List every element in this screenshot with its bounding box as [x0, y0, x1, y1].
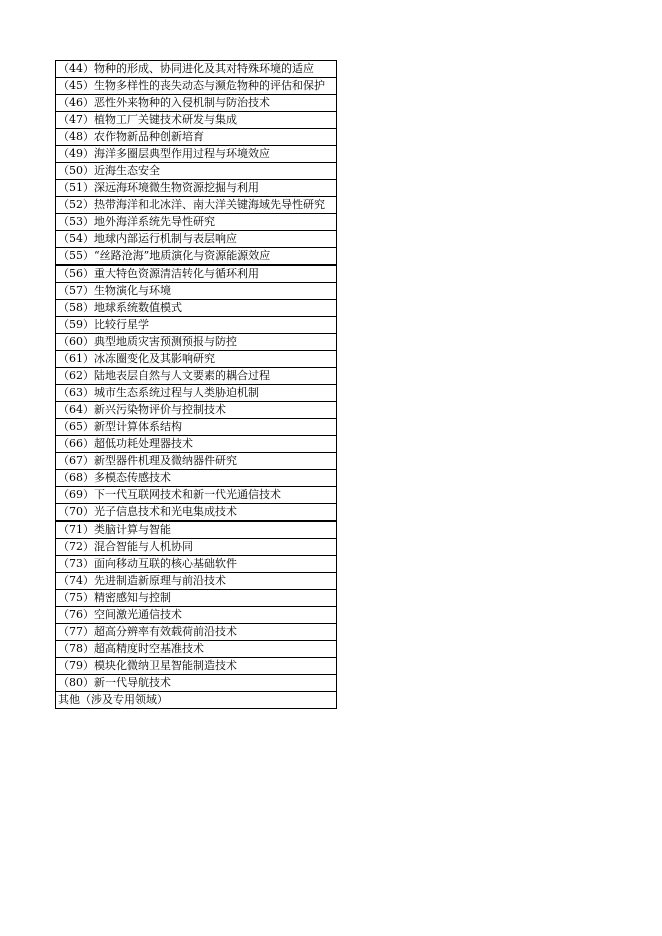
table-row: （75）精密感知与控制	[56, 590, 336, 607]
table-row: （80）新一代导航技术	[56, 675, 336, 692]
table-row: （47）植物工厂关键技术研发与集成	[56, 112, 336, 129]
table-row: （50）近海生态安全	[56, 163, 336, 180]
domain-list-table	[55, 60, 337, 709]
table-row: （52）热带海洋和北冰洋、南大洋关键海域先导性研究	[56, 197, 336, 214]
table-row: （63）城市生态系统过程与人类胁迫机制	[56, 385, 336, 402]
table-row: （48）农作物新品种创新培育	[56, 129, 336, 146]
table-row: （67）新型器件机理及微纳器件研究	[56, 453, 336, 470]
table-row: （77）超高分辨率有效载荷前沿技术	[56, 624, 336, 641]
table-row: （70）光子信息技术和光电集成技术	[56, 504, 336, 522]
table-row: （58）地球系统数值模式	[56, 300, 336, 317]
table-row: （45）生物多样性的丧失动态与濒危物种的评估和保护	[56, 78, 336, 95]
table-row: （76）空间激光通信技术	[56, 607, 336, 624]
table-row: （74）先进制造新原理与前沿技术	[56, 573, 336, 590]
table-row: （79）模块化微纳卫星智能制造技术	[56, 658, 336, 675]
table-row: （60）典型地质灾害预测预报与防控	[56, 334, 336, 351]
table-row: （51）深远海环境微生物资源挖掘与利用	[56, 180, 336, 197]
table-row: （56）重大特色资源清洁转化与循环利用	[56, 266, 336, 283]
table-row: （44）物种的形成、协同进化及其对特殊环境的适应	[56, 61, 336, 78]
table-row: （64）新兴污染物评价与控制技术	[56, 402, 336, 419]
table-row: （53）地外海洋系统先导性研究	[56, 214, 336, 231]
table-row: （46）恶性外来物种的入侵机制与防治技术	[56, 95, 336, 112]
table-row: （55）“丝路沧海”地质演化与资源能源效应	[56, 248, 336, 266]
table-row: （57）生物演化与环境	[56, 283, 336, 300]
table-row: （54）地球内部运行机制与表层响应	[56, 231, 336, 248]
table-row: （66）超低功耗处理器技术	[56, 436, 336, 453]
table-row: （68）多模态传感技术	[56, 470, 336, 487]
table-row: （65）新型计算体系结构	[56, 419, 336, 436]
table-row: （59）比较行星学	[56, 317, 336, 334]
table-row: （72）混合智能与人机协同	[56, 539, 336, 556]
table-row: （78）超高精度时空基准技术	[56, 641, 336, 658]
table-row: 其他（涉及专用领域）	[56, 692, 336, 709]
table-row: （71）类脑计算与智能	[56, 522, 336, 539]
table-row: （73）面向移动互联的核心基础软件	[56, 556, 336, 573]
table-row: （69）下一代互联网技术和新一代光通信技术	[56, 487, 336, 504]
table-row: （61）冰冻圈变化及其影响研究	[56, 351, 336, 368]
table-row: （49）海洋多圈层典型作用过程与环境效应	[56, 146, 336, 163]
table-row: （62）陆地表层自然与人文要素的耦合过程	[56, 368, 336, 385]
